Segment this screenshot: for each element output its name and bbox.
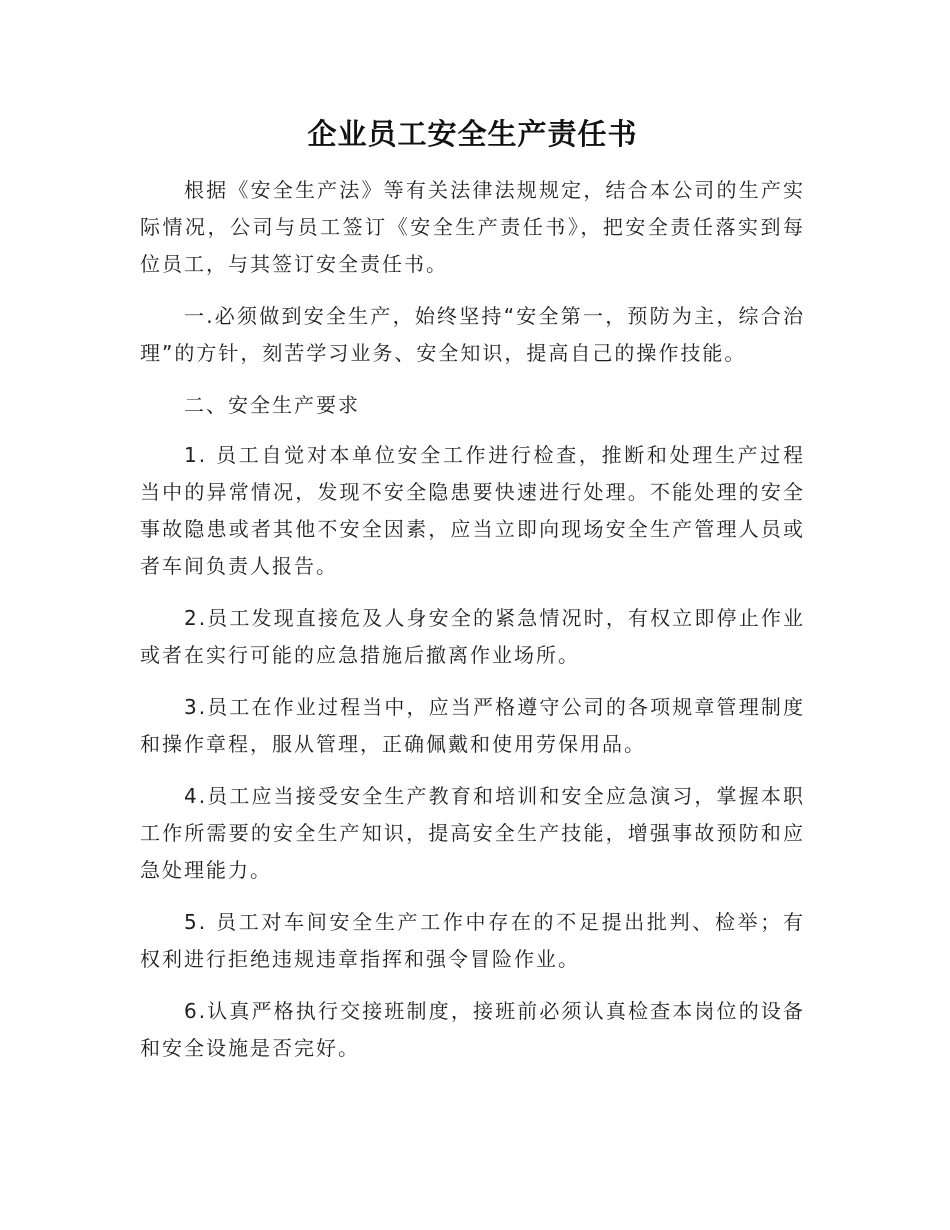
requirement-item-2: 2.员工发现直接危及人身安全的紧急情况时，有权立即停止作业或者在实行可能的应急措施后撤离作业场所。 <box>140 606 805 667</box>
requirement-item-5: 5. 员工对车间安全生产工作中存在的不足提出批判、检举；有权利进行拒绝违规违章指挥和强令冒险作业。 <box>140 910 805 971</box>
requirement-item-6: 6.认真严格执行交接班制度，接班前必须认真检查本岗位的设备和安全设施是否完好。 <box>140 999 805 1060</box>
document-title: 企业员工安全生产责任书 <box>307 117 638 151</box>
section-heading: 二、安全生产要求 <box>184 393 360 417</box>
requirement-item-1: 1. 员工自觉对本单位安全工作进行检查，推断和处理生产过程当中的异常情况，发现不安全隐患要快速进行处理。不能处理的安全事故隐患或者其他不安全因素，应当立即向现场安全生产管理人员或者车间负责人报告。 <box>140 443 805 578</box>
document-body <box>140 114 805 1082</box>
requirement-item-4: 4.员工应当接受安全生产教育和培训和安全应急演习，掌握本职工作所需要的安全生产知识，提高安全生产技能，增强事故预防和应急处理能力。 <box>140 784 805 882</box>
intro-paragraph: 根据《安全生产法》等有关法律法规规定，结合本公司的生产实际情况，公司与员工签订《安全生产责任书》，把安全责任落实到每位员工，与其签订安全责任书。 <box>140 178 805 276</box>
principle-paragraph: 一.必须做到安全生产，始终坚持“安全第一，预防为主，综合治理”的方针，刻苦学习业务、安全知识，提高自己的操作技能。 <box>140 304 805 365</box>
requirement-item-3: 3.员工在作业过程当中，应当严格遵守公司的各项规章管理制度和操作章程，服从管理，正确佩戴和使用劳保用品。 <box>140 695 805 756</box>
